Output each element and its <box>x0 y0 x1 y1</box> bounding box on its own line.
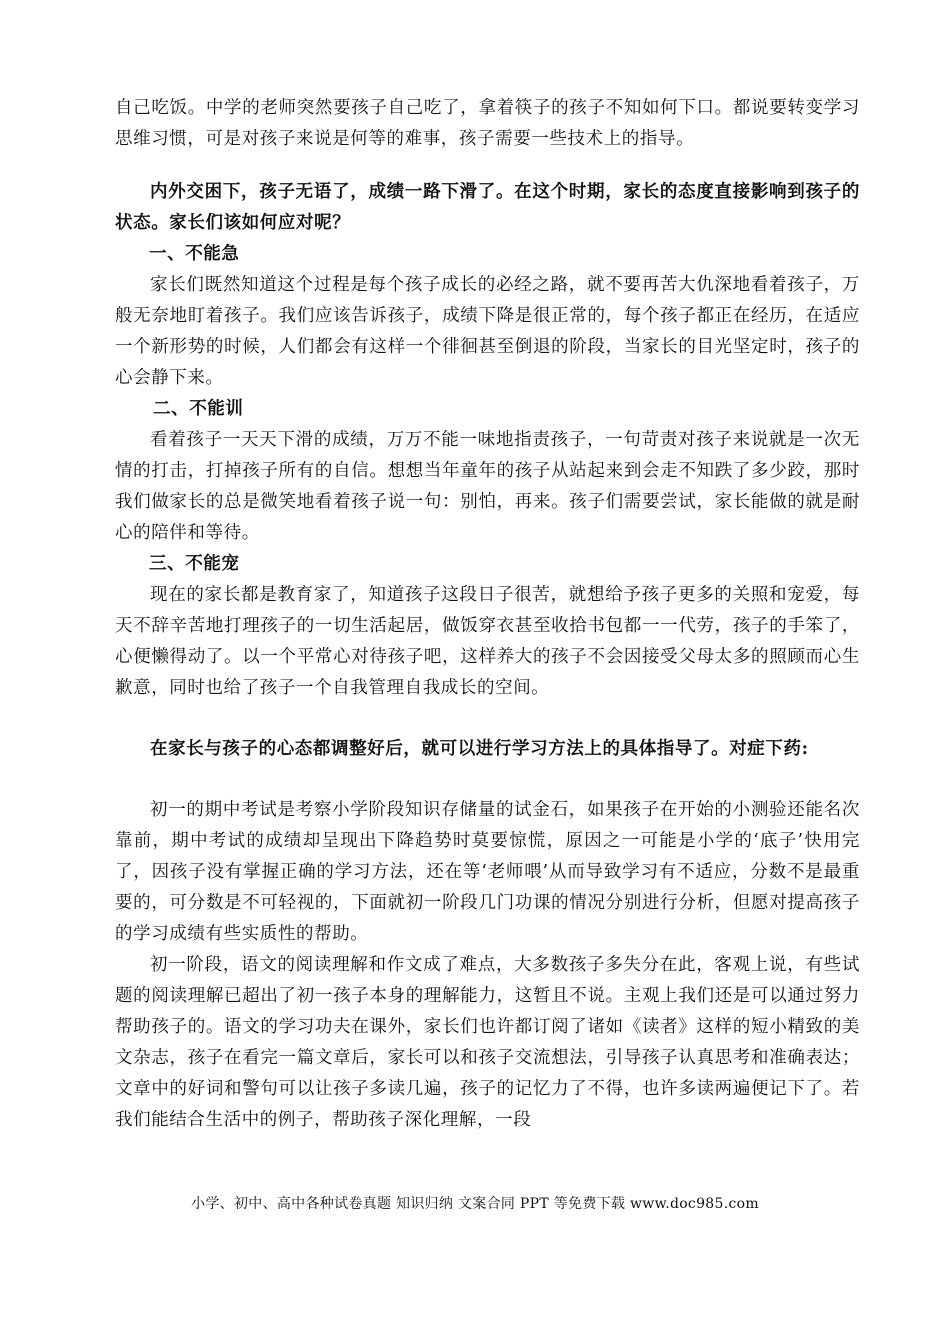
spacer <box>115 155 860 177</box>
document-body <box>115 93 860 1136</box>
section-heading-1: 一、不能急 <box>149 244 240 264</box>
spacer <box>115 704 860 734</box>
section-heading-3: 三、不能宠 <box>149 554 240 574</box>
paragraph-chinese-study: 初一阶段，语文的阅读理解和作文成了难点，大多数孩子多失分在此，客观上说，有些试题的阅读理解已超出了初一孩子本身的理解能力，这暂且不说。主观上我们还是可以通过努力帮助孩子的。语文的学习功夫在课外，家长们也许都订阅了诸如《读者》这样的短小精致的美文杂志，孩子在看完一篇文章后，家长可以和孩子交流想法，引导孩子认真思考和准确表达；文章中的好词和警句可以让孩子多读几遍，孩子的记忆力了不得，也许多读两遍便记下了。若我们能结合生活中的例子，帮助孩子深化理解，一段 <box>115 955 860 1130</box>
paragraph-midterm: 初一的期中考试是考察小学阶段知识存储量的试金石，如果孩子在开始的小测验还能名次靠前，期中考试的成绩却呈现出下降趋势时莫要惊慌，原因之一可能是小学的‘底子’快用完了，因孩子没有掌握正确的学习方法，还在等‘老师喂’从而导致学习有不适应，分数不是最重要的，可分数是不可轻视的，下面就初一阶段几门功课的情况分别进行分析，但愿对提高孩子的学习成绩有些实质性的帮助。 <box>115 800 860 944</box>
spacer <box>115 765 860 795</box>
paragraph-section-2: 看着孩子一天天下滑的成绩，万万不能一味地指责孩子，一句苛责对孩子来说就是一次无情的打击，打掉孩子所有的自信。想想当年童年的孩子从站起来到会走不知跌了多少跤，那时我们做家长的总是微笑地看着孩子说一句：别怕，再来。孩子们需要尝试，家长能做的就是耐心的陪伴和等待。 <box>115 430 860 543</box>
paragraph-bold-method: 在家长与孩子的心态都调整好后，就可以进行学习方法上的具体指导了。对症下药: <box>150 739 809 759</box>
paragraph-section-1: 家长们既然知道这个过程是每个孩子成长的必经之路，就不要再苦大仇深地看着孩子，万般无奈地盯着孩子。我们应该告诉孩子，成绩下降是很正常的，每个孩子都正在经历，在适应一个新形势的时候，人们都会有这样一个徘徊甚至倒退的阶段，当家长的目光坚定时，孩子的心会静下来。 <box>115 275 860 388</box>
paragraph-section-3: 现在的家长都是教育家了，知道孩子这段日子很苦，就想给予孩子更多的关照和宠爱，每天不辞辛苦地打理孩子的一切生活起居，做饭穿衣甚至收拾书包都一一代劳，孩子的手笨了，心便懒得动了。以一个平常心对待孩子吧，这样养大的孩子不会因接受父母太多的照顾而心生歉意，同时也给了孩子一个自我管理自我成长的空间。 <box>115 585 860 698</box>
paragraph-bold-transition: 内外交困下，孩子无语了，成绩一路下滑了。在这个时期，家长的态度直接影响到孩子的状态。家长们该如何应对呢？ <box>115 182 860 233</box>
section-heading-2: 二、不能训 <box>153 399 244 419</box>
page-footer: 小学、初中、高中各种试卷真题 知识归纳 文案合同 PPT 等免费下载 www.doc985.com <box>191 1196 759 1212</box>
paragraph-intro: 自己吃饭。中学的老师突然要孩子自己吃了，拿着筷子的孩子不知如何下口。都说要转变学习思维习惯，可是对孩子来说是何等的难事，孩子需要一些技术上的指导。 <box>115 98 860 149</box>
